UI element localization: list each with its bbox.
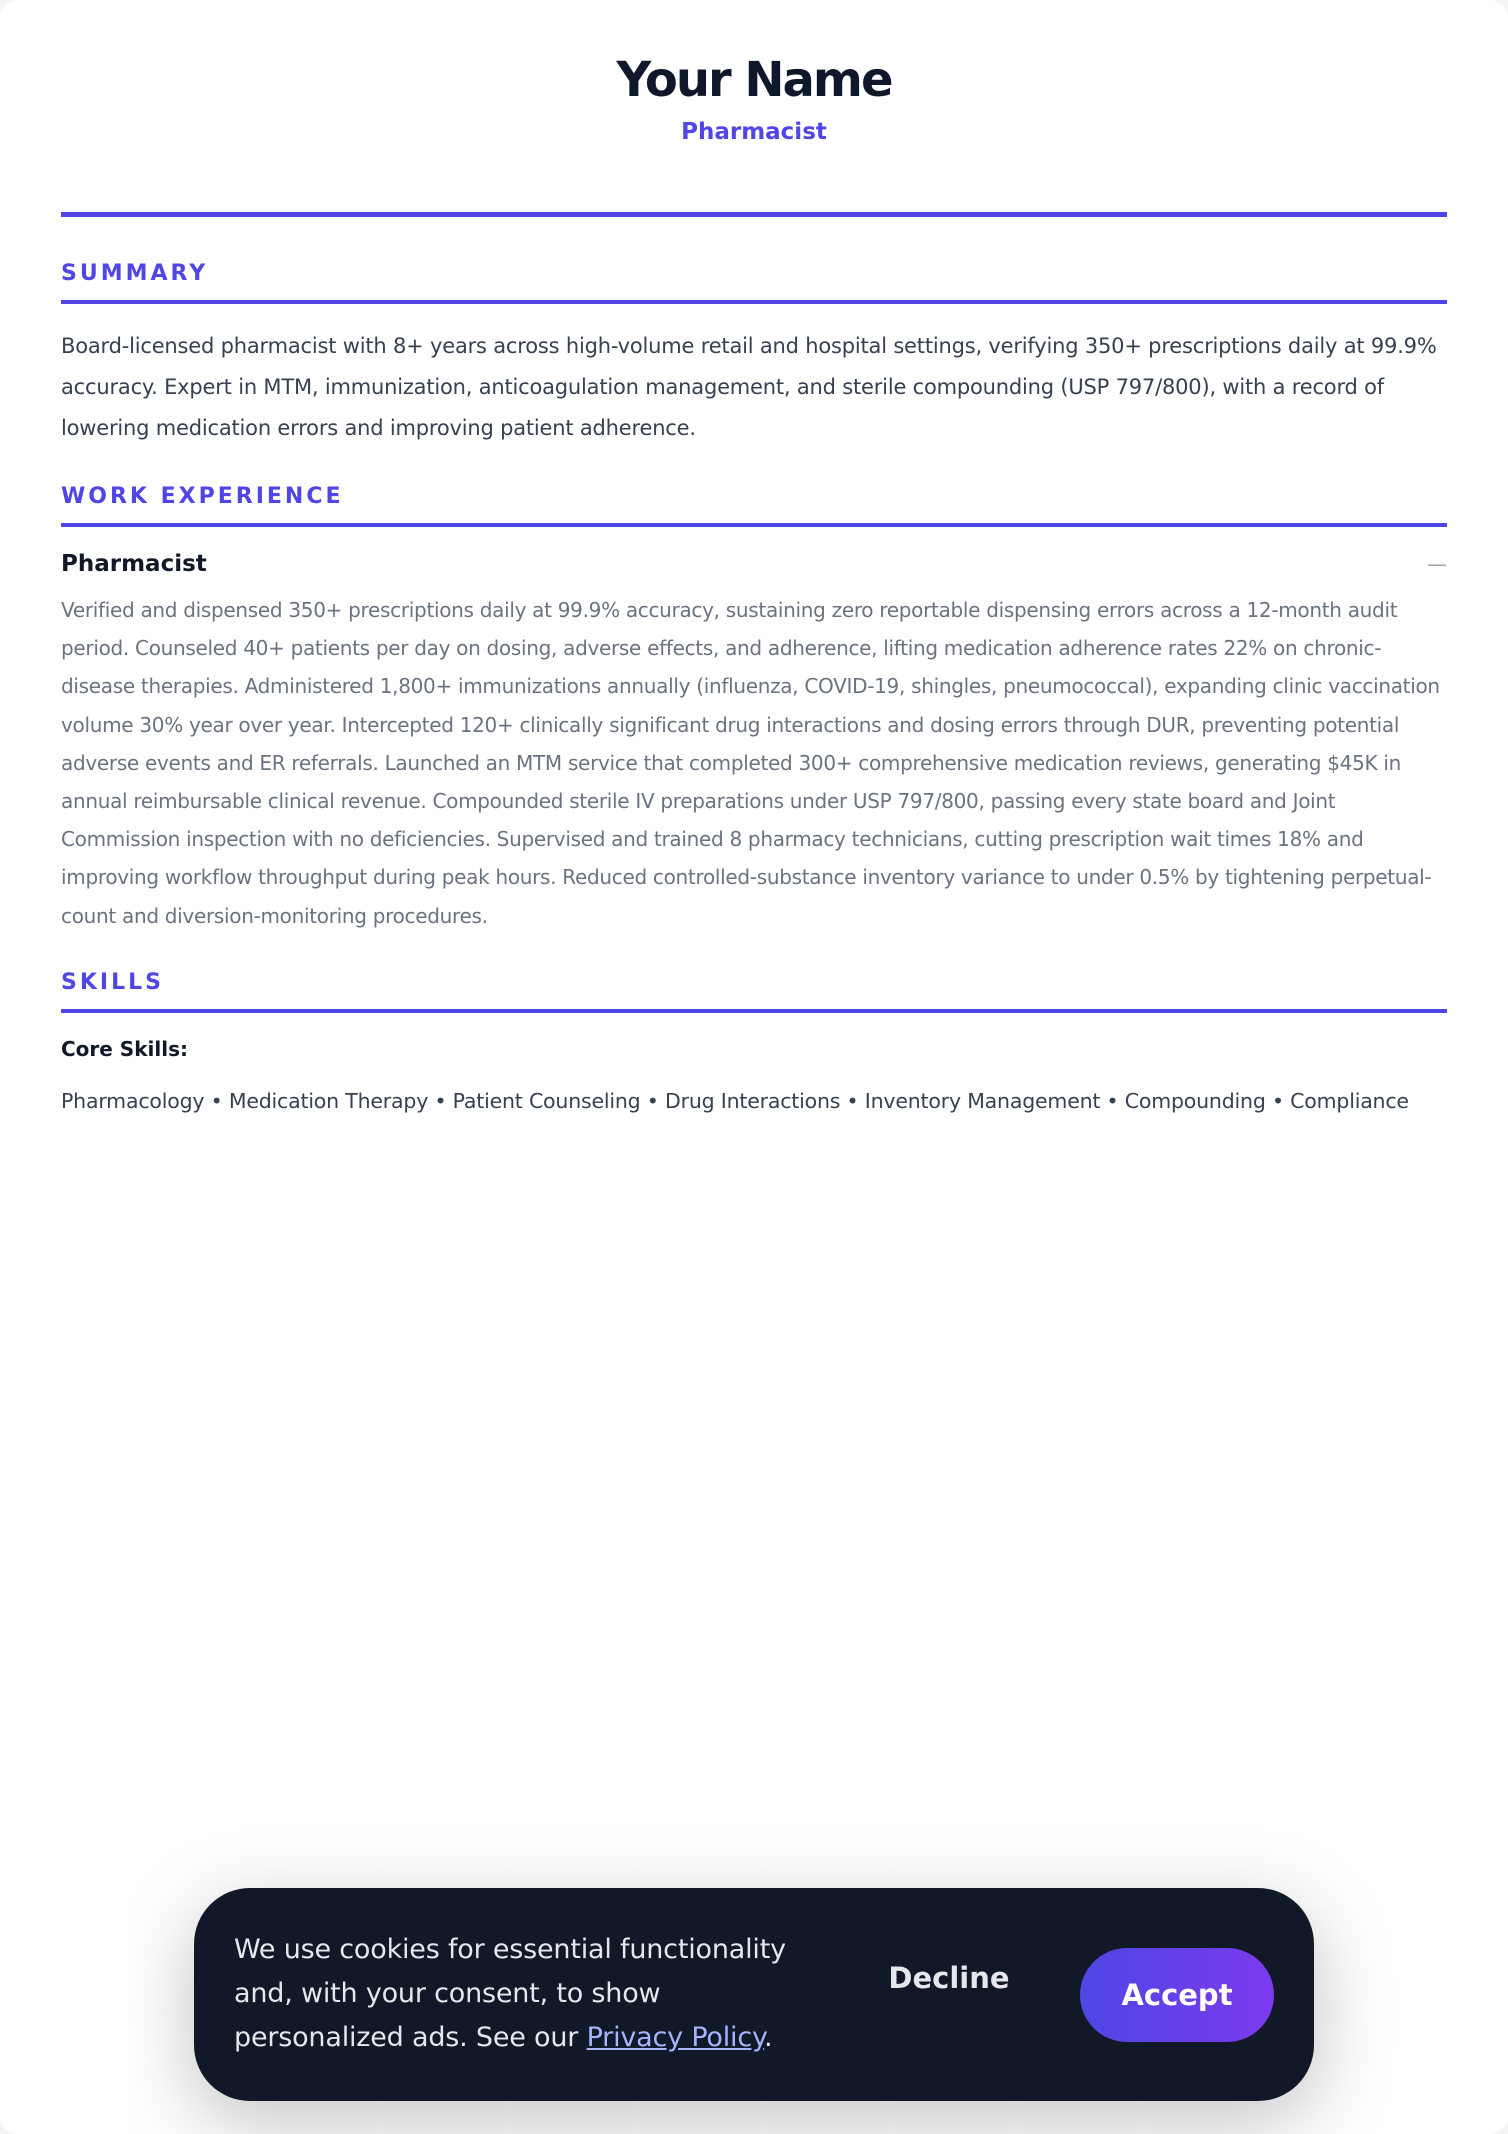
privacy-policy-link[interactable]: Privacy Policy bbox=[586, 2022, 764, 2053]
core-skills-label: Core Skills: bbox=[61, 1036, 188, 1061]
experience-section bbox=[61, 483, 1447, 935]
cookie-banner bbox=[194, 1888, 1314, 2101]
resume-header bbox=[0, 50, 1508, 148]
resume-content bbox=[61, 260, 1447, 1115]
candidate-role: Pharmacist bbox=[681, 119, 827, 145]
job-header bbox=[61, 549, 1447, 579]
summary-section bbox=[61, 260, 1447, 449]
summary-heading: SUMMARY bbox=[61, 260, 1447, 304]
skills-section bbox=[61, 969, 1447, 1115]
job-title: Pharmacist bbox=[61, 551, 207, 577]
cookie-message-text: We use cookies for essential functionality and, with your consent, to show personalized ads. See our bbox=[234, 1934, 786, 2053]
summary-text: Board-licensed pharmacist with 8+ years across high-volume retail and hospital settings, verifying 350+ prescriptions daily at 99.9% accuracy. Expert in MTM, immunization, anticoagulation management, and sterile compounding (USP 797/800), with a record of lowering medication errors and improving patient adherence. bbox=[61, 334, 1437, 440]
experience-heading: WORK EXPERIENCE bbox=[61, 483, 1447, 527]
cookie-message bbox=[234, 1928, 834, 2060]
job-description: Verified and dispensed 350+ prescriptions daily at 99.9% accuracy, sustaining zero reportable dispensing errors across a 12-month audit period. Counseled 40+ patients per day on dosing, adverse effects, and adherence, lifting medication adherence rates 22% on chronic-disease therapies. Administered 1,800+ immunizations annually (influenza, COVID-19, shingles, pneumococcal), expanding clinic vaccination volume 30% year over year. Intercepted 120+ clinically significant drug interactions and dosing errors through DUR, preventing potential adverse events and ER referrals. Launched an MTM service that completed 300+ comprehensive medication reviews, generating $45K in annual reimbursable clinical revenue. Compounded sterile IV preparations under USP 797/800, passing every state board and Joint Commission inspection with no deficiencies. Supervised and trained 8 pharmacy technicians, cutting prescription wait times 18% and improving workflow throughput during peak hours. Reduced controlled-substance inventory variance to under 0.5% by tightening perpetual-count and diversion-monitoring procedures. bbox=[61, 598, 1440, 928]
skills-heading: SKILLS bbox=[61, 969, 1447, 1013]
cookie-message-end: . bbox=[763, 2022, 773, 2053]
candidate-name: Your Name bbox=[616, 52, 892, 108]
job-dates: — bbox=[1427, 552, 1447, 576]
header-divider bbox=[61, 212, 1447, 217]
accept-button[interactable]: Accept bbox=[1080, 1948, 1274, 2042]
decline-button[interactable]: Decline bbox=[874, 1950, 1024, 2006]
core-skills-list: Pharmacology • Medication Therapy • Patient Counseling • Drug Interactions • Inventory Management • Compounding • Compliance bbox=[61, 1088, 1409, 1113]
